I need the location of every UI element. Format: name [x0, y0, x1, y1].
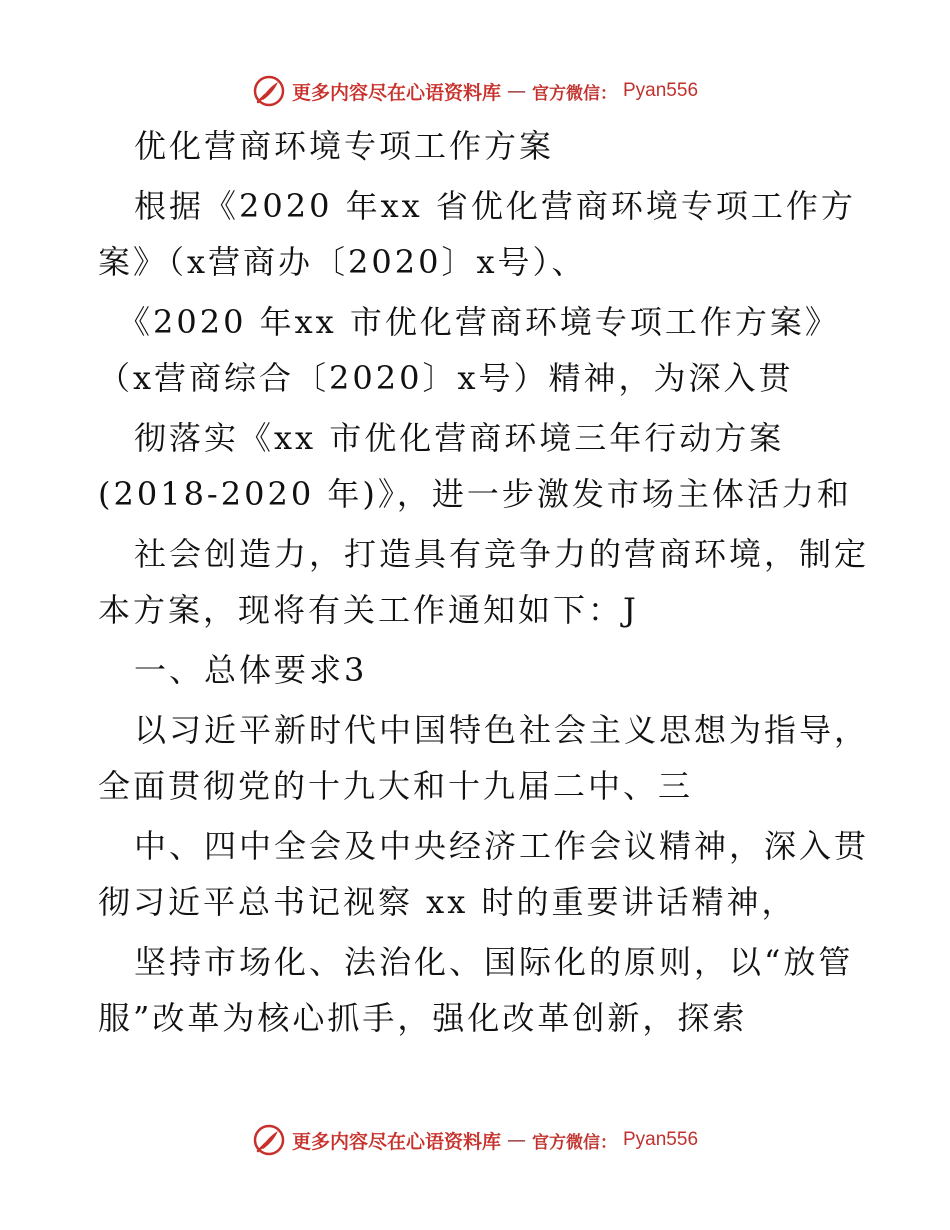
- document-line: 坚持市场化、法治化、国际化的原则，以“放管: [134, 943, 854, 981]
- header-banner-wechat-id: Pyan556: [623, 80, 699, 101]
- header-banner-dash: —: [507, 80, 526, 102]
- document-line: 中、四中全会及中央经济工作会议精神，深入贯: [134, 827, 870, 865]
- document-line: 本方案，现将有关工作通知如下：J: [98, 591, 639, 629]
- document-line: 案》（x营商办〔2020〕x号）、: [98, 243, 587, 281]
- header-banner-main-text: 更多内容尽在心语资料库: [291, 81, 501, 104]
- footer-banner-inner: [252, 1123, 698, 1157]
- footer-banner-dash: —: [507, 1129, 526, 1151]
- feather-logo-icon: [252, 74, 286, 108]
- document-line: 《2020 年xx 市优化营商环境专项工作方案》: [118, 303, 840, 341]
- footer-banner-wechat-id: Pyan556: [623, 1129, 699, 1150]
- header-banner: [0, 71, 950, 111]
- footer-banner-main-text: 更多内容尽在心语资料库: [291, 1130, 501, 1153]
- document-line: (2018-2020 年)》，进一步激发市场主体活力和: [98, 475, 852, 513]
- footer-banner-prefix: 官方微信：: [532, 1132, 617, 1153]
- document-line: 服”改革为核心抓手，强化改革创新，探索: [98, 999, 748, 1037]
- header-banner-inner: [252, 74, 698, 108]
- document-line: 彻习近平总书记视察 xx 时的重要讲话精神，: [98, 883, 797, 921]
- footer-banner: [0, 1120, 950, 1160]
- document-line: 根据《2020 年xx 省优化营商环境专项工作方: [134, 187, 856, 225]
- document-line: 以习近平新时代中国特色社会主义思想为指导，: [134, 711, 870, 749]
- document-line: 彻落实《xx 市优化营商环境三年行动方案: [134, 419, 785, 457]
- document-line: （x营商综合〔2020〕x号）精神，为深入贯: [98, 359, 794, 397]
- section-heading: 一、总体要求3: [134, 651, 368, 689]
- document-line: 全面贯彻党的十九大和十九届二中、三: [98, 767, 694, 805]
- feather-logo-icon: [252, 1123, 286, 1157]
- document-line: 社会创造力，打造具有竞争力的营商环境，制定: [134, 535, 870, 573]
- header-banner-prefix: 官方微信：: [532, 83, 617, 104]
- document-title: 优化营商环境专项工作方案: [134, 127, 555, 165]
